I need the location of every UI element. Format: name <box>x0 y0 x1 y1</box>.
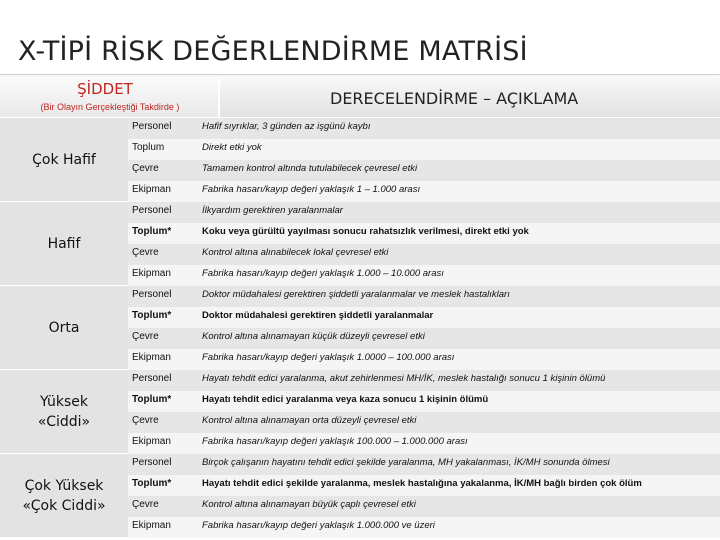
row-description: Hafif sıyrıklar, 3 günden az işgünü kaybı <box>202 121 371 132</box>
matrix-row <box>128 181 720 202</box>
matrix-row <box>128 160 720 181</box>
row-category: Çevre <box>132 415 159 426</box>
severity-level-name-line: Yüksek <box>40 394 88 410</box>
matrix-row <box>128 412 720 433</box>
matrix-row <box>128 244 720 265</box>
row-category: Personel <box>132 205 172 216</box>
row-description: Fabrika hasarı/kayıp değeri yaklaşık 1.000 – 10.000 arası <box>202 268 444 279</box>
matrix-row <box>128 328 720 349</box>
severity-level-name <box>0 150 128 170</box>
matrix-row <box>128 349 720 370</box>
row-description: Kontrol altına alınamayan küçük düzeyli çevresel etki <box>202 331 425 342</box>
matrix-row <box>128 454 720 475</box>
matrix-row <box>128 202 720 223</box>
row-description: Fabrika hasarı/kayıp değeri yaklaşık 1.000.000 ve üzeri <box>202 520 435 531</box>
matrix-row <box>128 496 720 517</box>
row-description: Direkt etki yok <box>202 142 262 153</box>
matrix-row <box>128 223 720 244</box>
matrix-row <box>128 118 720 139</box>
row-description: Kontrol altına alınamayan büyük çaplı çevresel etki <box>202 499 416 510</box>
row-category: Ekipman <box>132 184 171 195</box>
row-description: İlkyardım gerektiren yaralanmalar <box>202 205 343 216</box>
matrix-row <box>128 307 720 328</box>
severity-subheader: (Bir Olayın Gerçekleştiği Takdirde ) <box>40 102 180 112</box>
description-header: DERECELENDİRME – AÇIKLAMA <box>330 89 579 108</box>
severity-level-name <box>0 234 128 254</box>
severity-header: ŞİDDET <box>77 80 133 98</box>
row-description: Fabrika hasarı/kayıp değeri yaklaşık 1 – 1.000 arası <box>202 184 421 195</box>
matrix-row <box>128 286 720 307</box>
row-category: Toplum* <box>132 310 172 321</box>
matrix-row <box>128 475 720 496</box>
matrix-row <box>128 265 720 286</box>
row-description: Hayatı tehdit edici şekilde yaralanma, meslek hastalığına yakalanma, İK/MH bağlı birden çok ölüm <box>202 478 642 489</box>
row-category: Toplum* <box>132 478 172 489</box>
row-description: Hayatı tehdit edici yaralanma, akut zehirlenmesi MH/İK, meslek hastalığı sonucu 1 kişinin ölümü <box>202 373 606 384</box>
row-description: Kontrol altına alınamayan orta düzeyli çevresel etki <box>202 415 417 426</box>
row-category: Personel <box>132 289 172 300</box>
severity-level-name-line: Orta <box>48 320 80 336</box>
row-description: Hayatı tehdit edici yaralanma veya kaza sonucu 1 kişinin ölümü <box>202 394 489 405</box>
row-category: Çevre <box>132 331 159 342</box>
severity-level-name-line: «Çok Ciddi» <box>22 498 106 514</box>
severity-level-name-line: Çok Yüksek <box>24 478 104 494</box>
matrix-row <box>128 139 720 160</box>
severity-level-name-line: «Ciddi» <box>37 414 91 430</box>
severity-level-name <box>0 318 128 338</box>
matrix-row <box>128 391 720 412</box>
row-category: Toplum* <box>132 226 172 237</box>
row-category: Personel <box>132 373 172 384</box>
matrix-row <box>128 517 720 538</box>
row-description: Doktor müdahalesi gerektiren şiddetli yaralanmalar ve meslek hastalıkları <box>202 289 510 300</box>
row-category: Ekipman <box>132 352 171 363</box>
row-category: Ekipman <box>132 436 171 447</box>
matrix-row <box>128 433 720 454</box>
row-description: Birçok çalışanın hayatını tehdit edici şekilde yaralanma, MH yakalanması, İK/MH sonunda ölmesi <box>202 457 610 468</box>
severity-level-name <box>0 392 128 432</box>
page-title: X-TİPİ RİSK DEĞERLENDİRME MATRİSİ <box>18 36 528 67</box>
row-description: Koku veya gürültü yayılması sonucu rahatsızlık verilmesi, direkt etki yok <box>202 226 529 237</box>
matrix-row <box>128 370 720 391</box>
title-divider <box>0 74 720 75</box>
row-description: Kontrol altına alınabilecek lokal çevresel etki <box>202 247 389 258</box>
row-category: Ekipman <box>132 268 171 279</box>
row-category: Çevre <box>132 247 159 258</box>
row-description: Fabrika hasarı/kayıp değeri yaklaşık 100.000 – 1.000.000 arası <box>202 436 468 447</box>
severity-level-name <box>0 476 128 516</box>
severity-level-name-line: Hafif <box>47 236 81 252</box>
row-category: Çevre <box>132 163 159 174</box>
row-category: Personel <box>132 457 172 468</box>
row-category: Çevre <box>132 499 159 510</box>
row-description: Doktor müdahalesi gerektiren şiddetli yaralanmalar <box>202 310 434 321</box>
row-description: Fabrika hasarı/kayıp değeri yaklaşık 1.0000 – 100.000 arası <box>202 352 455 363</box>
row-category: Toplum* <box>132 394 172 405</box>
row-category: Ekipman <box>132 520 171 531</box>
severity-level-name-line: Çok Hafif <box>32 152 96 168</box>
row-description: Tamamen kontrol altında tutulabilecek çevresel etki <box>202 163 418 174</box>
row-category: Personel <box>132 121 172 132</box>
row-category: Toplum <box>132 142 165 153</box>
